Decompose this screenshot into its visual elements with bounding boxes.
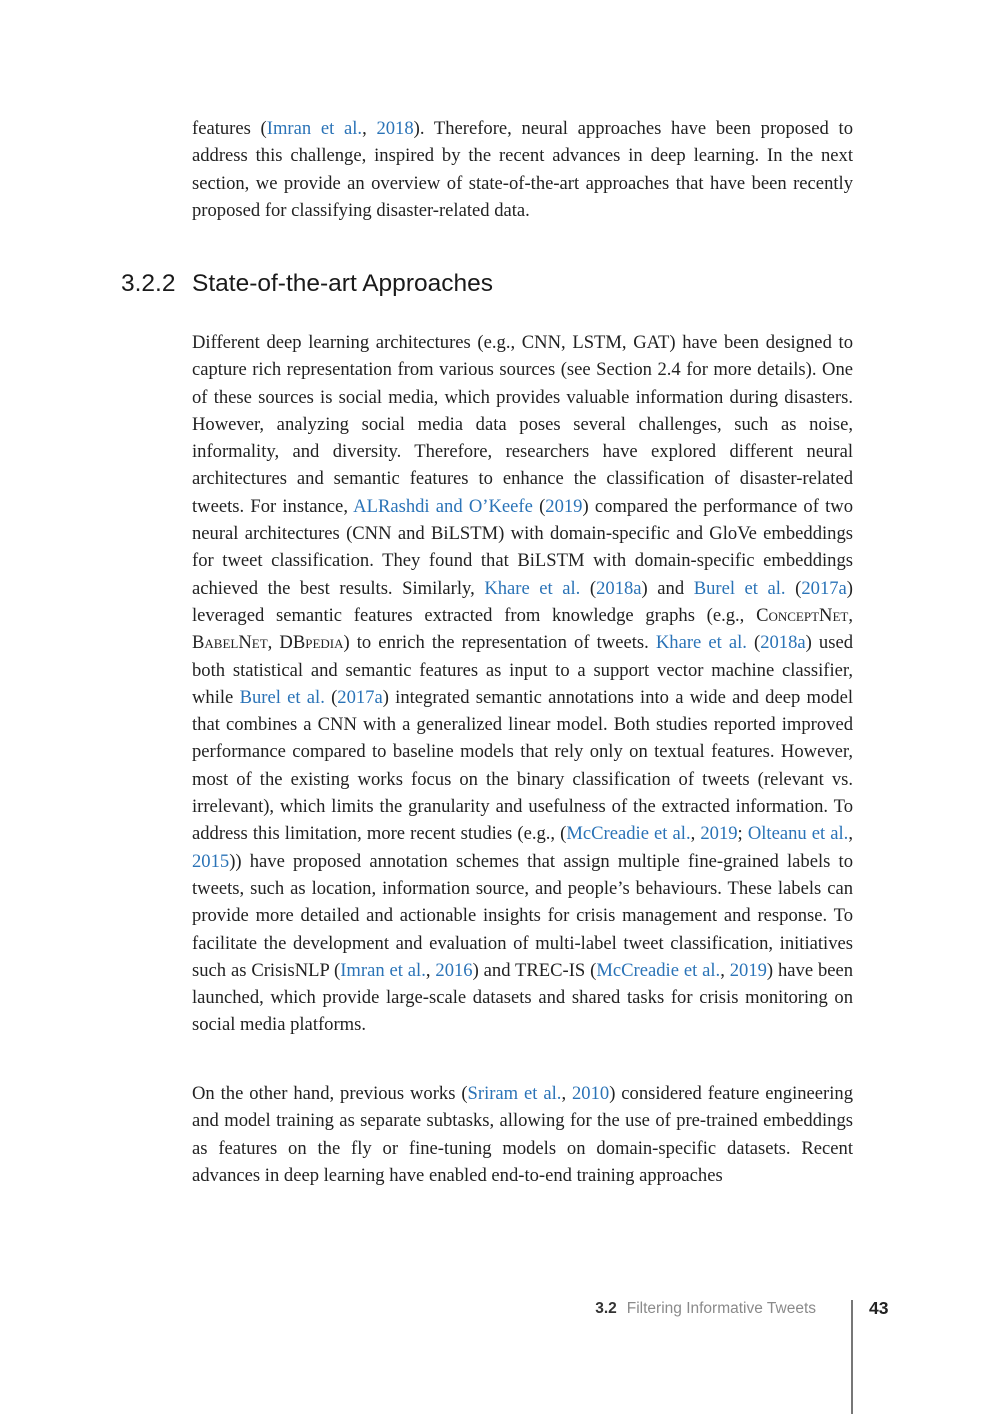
text-run: ( [532,495,546,517]
text-run: , [362,118,377,139]
footer-vertical-rule [851,1300,853,1414]
citation-year[interactable]: 2017a [801,577,847,599]
citation-author[interactable]: McCreadie et al. [566,823,691,845]
kg-name: DBpedia [279,632,344,654]
text-run: ) integrated semantic annotations into a wide and deep model that combines a CNN with a generalized linear model. Both studies reported improved performance compared to baseline models that rely only on textual features. However, most of the existing works focus on the binary classification of tweets (relevant vs. irrelevant), which limits the granularity and usefulness of the extracted information. To address this limitation, more recent studies (e.g., ( [192,686,853,845]
footer-section-title: Filtering Informative Tweets [626,1300,816,1317]
text-run: ) to enrich the representation of tweets. [343,632,656,654]
kg-name: ConceptNet [756,604,849,626]
running-footer [595,1300,816,1322]
text-run: ) have been launched, which provide large-scale datasets and shared tasks for crisis monitoring on social media platforms. [192,959,854,1036]
citation-year[interactable]: 2019 [545,495,583,517]
text-run: , [425,959,436,981]
text-run: , [267,632,280,654]
text-run: , [720,959,730,981]
text-run: , [848,604,853,626]
text-run: ). Therefore, neural approaches have been proposed to address this challenge, inspired by the recent advances in deep learning. In the next section, we provide an overview of state-of-the-art approaches that have been recently proposed for classifying disaster-related data. [192,118,854,221]
section-number: 3.2.2 [121,270,176,297]
text-run: ) and TREC-IS ( [472,959,597,981]
citation-author[interactable]: Sriram et al. [467,1083,562,1104]
citation-year[interactable]: 2019 [729,959,767,981]
citation-year[interactable]: 2016 [435,959,473,981]
citation-author[interactable]: Imran et al. [340,959,426,981]
text-run: , [561,1083,572,1104]
text-run: )) have proposed annotation schemes that assign multiple fine-grained labels to tweets, such as location, information source, and people’s behaviours. These labels can provide more detailed and actionable insights for crisis management and response. To facilitate the development and evaluation of multi-label tweet classification, initiatives such as CrisisNLP ( [192,850,853,981]
text-run: features ( [192,118,267,139]
citation-year[interactable]: 2018a [760,632,806,654]
footer-section-number: 3.2 [595,1300,617,1317]
text-run: ( [580,577,597,599]
text-run: ) and [641,577,694,599]
text-run: Different deep learning architectures (e.g., CNN, LSTM, GAT) have been designed to capture rich representation from various sources (see Section 2.4 for more details). One of these sources is social media, which provides valuable information during disasters. However, analyzing social media data poses several challenges, such as noise, informality, and diversity. Therefore, researchers have explored different neural architectures and semantic features to enhance the classification of disaster-related tweets. For instance, [192,332,853,517]
paragraph-intro [192,115,853,224]
text-run: ) leveraged semantic features extracted from knowledge graphs (e.g., [192,577,853,626]
section-heading [121,270,493,304]
text-run: , [690,823,701,845]
citation-author[interactable]: Khare et al. [484,577,581,599]
citation-year[interactable]: 2018 [376,118,414,139]
citation-author[interactable]: Burel et al. [239,686,325,708]
citation-author[interactable]: Imran et al. [266,118,363,139]
citation-author[interactable]: McCreadie et al. [596,959,721,981]
citation-author[interactable]: ALRashdi and O’Keefe [353,495,533,517]
citation-year[interactable]: 2010 [572,1083,610,1104]
text-run: ) considered feature engineering and model training as separate subtasks, allowing for the use of pre-trained embeddings as features on the fly or fine-tuning models on domain-specific datasets. Recent advances in deep learning have enabled end-to-end training approaches [192,1083,853,1186]
text-run: ) used both statistical and semantic features as input to a support vector machine classifier, while [192,632,854,708]
citation-author[interactable]: Burel et al. [693,577,786,599]
kg-name: BabelNet [192,632,268,654]
text-run: On the other hand, previous works ( [192,1083,468,1104]
text-run: ( [324,686,338,708]
citation-year[interactable]: 2019 [700,823,738,845]
citation-author[interactable]: Olteanu et al. [747,823,849,845]
citation-year[interactable]: 2018a [596,577,642,599]
paragraph-sota-2 [192,1080,853,1189]
citation-year[interactable]: 2017a [337,686,383,708]
section-title: State-of-the-art Approaches [192,270,493,297]
text-run: ( [785,577,802,599]
text-run: ; [737,823,748,845]
text-run: ( [746,632,761,654]
citation-year[interactable]: 2015 [192,850,230,872]
paragraph-sota-1 [192,329,853,1039]
text-run: , [848,823,853,845]
text-run: ) compared the performance of two neural architectures (CNN and BiLSTM) with domain-specific and GloVe embeddings for tweet classification. They found that BiLSTM with domain-specific embeddings achieved the best results. Similarly, [192,495,854,599]
citation-author[interactable]: Khare et al. [655,632,747,654]
page-number: 43 [869,1298,889,1318]
